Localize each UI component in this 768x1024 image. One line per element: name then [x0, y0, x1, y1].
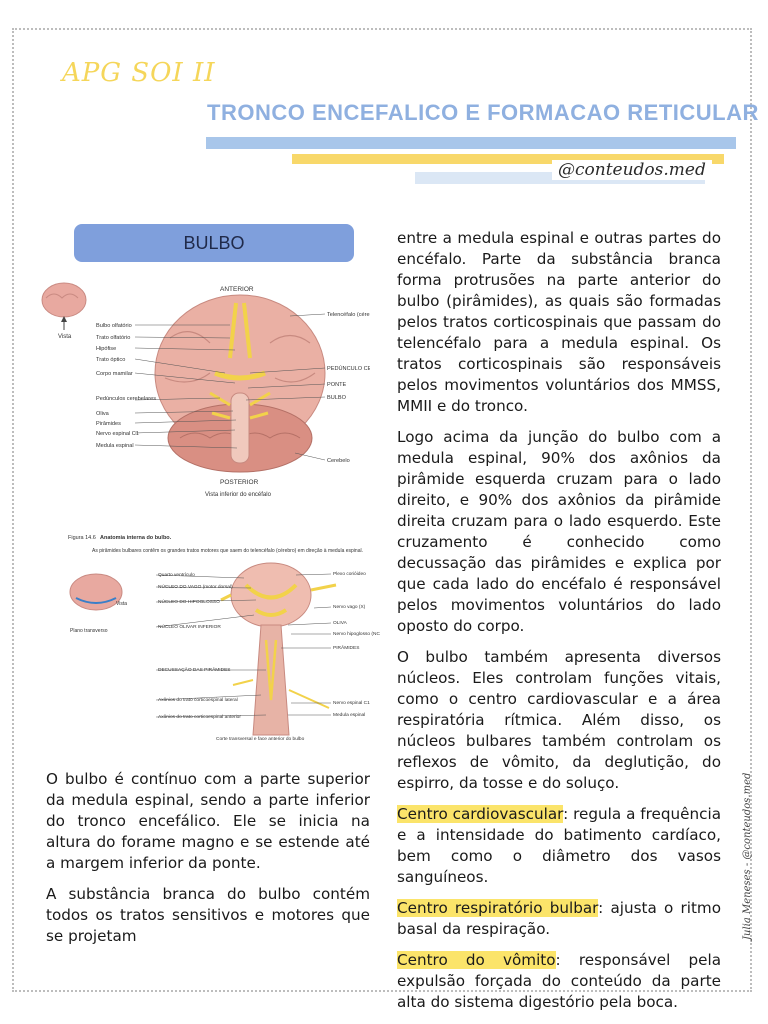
- fig2-label-l7: Axônios do trato corticoespinal anterior: [158, 715, 241, 720]
- right-paragraph-2: Logo acima da junção do bulbo com a medula espinal, 90% dos axônios da pirâmide esquerda cruzam para o lado direito, e 90% dos axônios da pirâmide direita cruzam para o lado esquerdo. Este cruzamento é conhecido como decussação das pirâmides e explica por que cada lado do encéfalo é responsável pelos movimentos voluntários do lado oposto do corpo.: [397, 428, 721, 635]
- fig1-label-1: Bulbo olfatório: [96, 323, 132, 329]
- respiratory-center-text: : ajusta o ritmo basal da respiração.: [397, 899, 721, 938]
- page-title: TRONCO ENCEFALICO E FORMACAO RETICULAR: [207, 100, 759, 125]
- fig2-label-r5: PIRÂMIDES: [333, 646, 360, 651]
- fig1-posterior-label: POSTERIOR: [220, 479, 259, 486]
- medulla-anterior-face: [253, 625, 289, 735]
- vomit-center-text: : responsável pela expulsão forçada do conteúdo da parte alta do sistema digestório pela boca.: [397, 951, 721, 1011]
- brain-inferior-illustration: [40, 278, 370, 503]
- fig2-label-l3: NÚCLEO DO HIPOGLOSSO: [158, 600, 220, 605]
- fig1-view-label: Vista: [58, 334, 72, 340]
- fig2-caption: Corte transversal e face anterior do bulbo: [216, 737, 305, 742]
- fig2-label-r4: Nervo hipoglosso (NC: [333, 632, 380, 637]
- brain-inferior-figure: [40, 278, 370, 503]
- section-title-pill: [74, 224, 354, 262]
- fig2-plane-label: Plano transverso: [70, 628, 108, 634]
- fig1-anterior-label: ANTERIOR: [220, 286, 254, 293]
- fig2-title-prefix: Figura 14.6: [68, 535, 96, 541]
- vomit-center-paragraph: [397, 950, 721, 1013]
- right-column: [397, 228, 721, 1023]
- fig1-label-2: Trato olfatório: [96, 335, 131, 341]
- fig2-note: As pirâmides bulbares contêm os grandes tratos motores que saem do telencéfalo (cérebro) em direção à medula espinal.: [92, 548, 363, 554]
- fig2-title: Anatomia interna do bulbo.: [100, 535, 172, 541]
- vomit-center-term: Centro do vômito: [397, 951, 556, 969]
- signature-text: Julia Meneses - @conteudos.med: [742, 772, 753, 940]
- cardiovascular-center-text: : regula a frequência e a intensidade do batimento cardíaco, bem como o diâmetro dos vasos sanguíneos.: [397, 805, 721, 886]
- respiratory-center-paragraph: [397, 898, 721, 940]
- fig2-label-l2: NÚCLEO DO VAGO (motor dorsal): [158, 585, 233, 590]
- left-paragraph-1: O bulbo é contínuo com a parte superior da medula espinal, sendo a parte inferior do tronco encefálico. Ele se inicia na altura do forame magno e se estende até a margem inferior da ponte.: [46, 770, 370, 872]
- fig1-label-10: Medula espinal: [96, 443, 134, 449]
- fig1-label-r3: PONTE: [327, 382, 347, 388]
- fig1-label-3: Hipófise: [96, 346, 117, 352]
- fig1-label-7: Oliva: [96, 411, 109, 417]
- fig2-label-l6: Axônios do trato corticoespinal lateral: [158, 698, 238, 703]
- medulla-internal-figure: [66, 530, 380, 745]
- right-paragraph-3: O bulbo também apresenta diversos núcleos. Eles controlam funções vitais, como o centro cardiovascular e a área respiratória rítmica. Além disso, os núcleos bulbares também controlam os reflexos de vômito, da deglutição, do espirro, da tosse e do soluço.: [397, 648, 721, 792]
- vertical-signature: [742, 762, 762, 942]
- cardiovascular-center-paragraph: [397, 804, 721, 888]
- fig1-label-r2: PEDÚNCULO CE: [327, 366, 370, 372]
- right-paragraph-1: entre a medula espinal e outras partes do encéfalo. Parte da substância branca forma protrusões na parte anterior do bulbo (pirâmides), as quais são formadas pelos tratos corticospinais que passam do telencéfalo para a medula espinal. Os tratos corticospinais são responsáveis pelos movimentos voluntários dos MMSS, MMII e do tronco.: [397, 229, 721, 415]
- cardiovascular-center-term: Centro cardiovascular: [397, 805, 564, 823]
- fig2-label-r6: Nervo espinal C1: [333, 701, 370, 706]
- section-title: BULBO: [183, 233, 245, 253]
- fig2-label-r2: Nervo vago (X): [333, 605, 366, 610]
- respiratory-center-term: Centro respiratório bulbar: [397, 899, 599, 917]
- fig1-label-r1: Telencéfalo (cére: [327, 312, 370, 318]
- fig2-label-l4: NÚCLEO OLIVAR INFERIOR: [158, 625, 221, 630]
- fig1-label-4: Trato óptico: [96, 357, 126, 363]
- fig2-label-l5: DECUSSAÇÃO DAS PIRÂMIDES: [158, 668, 231, 673]
- fig1-label-6: Pedúnculos cerebelares: [96, 396, 157, 402]
- left-paragraph-2: A substância branca do bulbo contém todos os tratos sensitivos e motores que se projetam: [46, 885, 370, 945]
- fig1-label-r4: BULBO: [327, 395, 346, 401]
- decor-bar-blue: [206, 137, 736, 149]
- medulla-cross-section: [231, 563, 311, 627]
- fig1-caption: Vista inferior do encéfalo: [205, 492, 271, 498]
- medulla-illustration: [66, 530, 380, 745]
- fig2-label-r7: Medula espinal: [333, 713, 366, 718]
- fig2-label-l1: Quarto ventrículo: [158, 573, 195, 578]
- fig2-thumbnail-brain: [70, 574, 122, 610]
- brainstem: [231, 393, 249, 463]
- header-label: APG SOI II: [62, 58, 216, 88]
- left-column: [46, 769, 370, 957]
- fig1-label-9: Nervo espinal C1: [96, 431, 139, 437]
- author-handle: @conteudos.med: [552, 160, 712, 180]
- fig1-label-8: Pirâmides: [96, 421, 121, 427]
- thumbnail-brain: [42, 283, 86, 317]
- fig2-label-r3: OLIVA: [333, 621, 347, 626]
- fig2-label-r1: Plexo corióideo: [333, 572, 366, 577]
- fig1-label-r5: Cerebelo: [327, 458, 350, 464]
- fig2-view-label: Vista: [116, 601, 128, 607]
- fig1-label-5: Corpo mamilar: [96, 371, 133, 377]
